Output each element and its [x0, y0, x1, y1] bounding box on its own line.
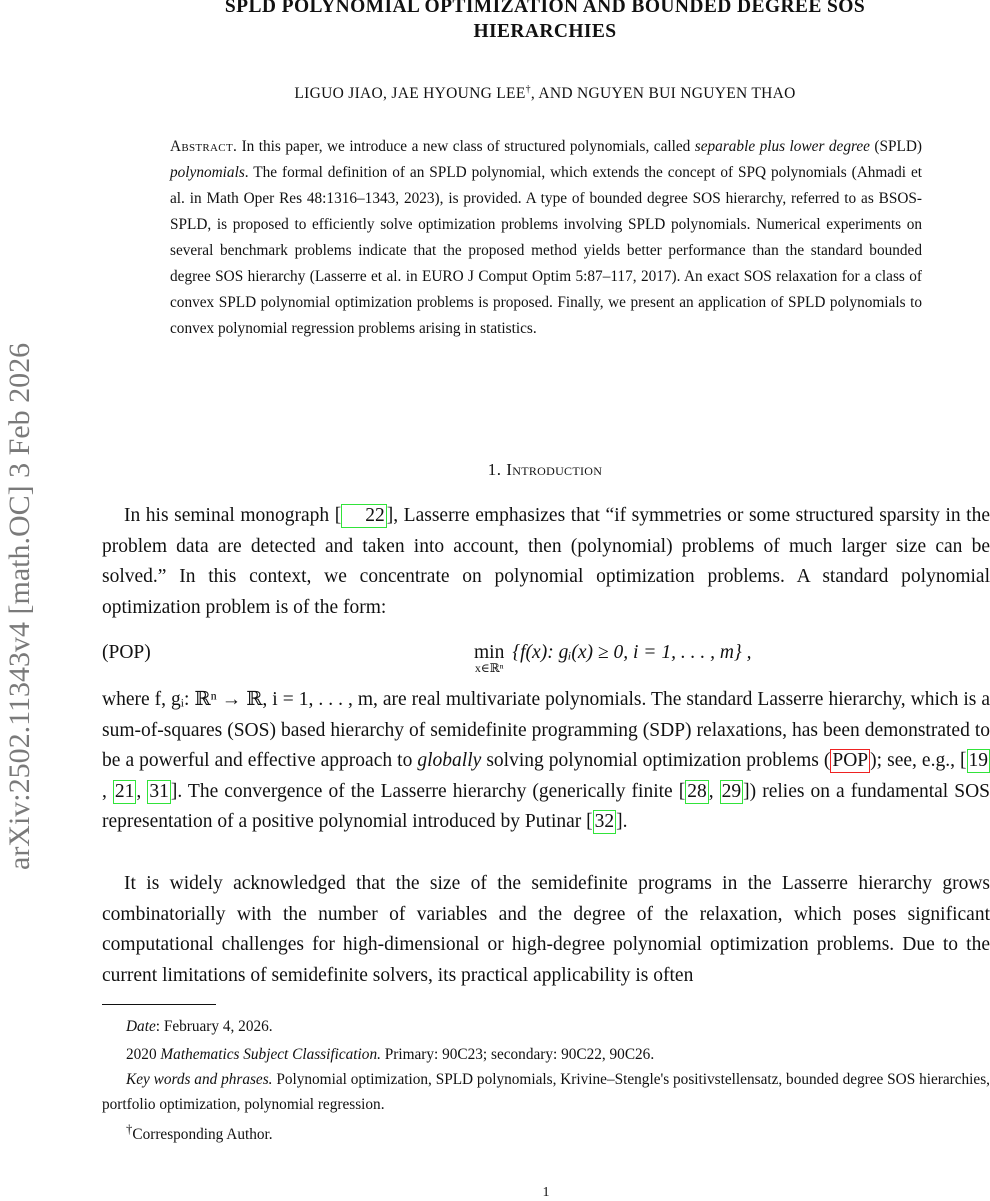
citation-separator: , — [102, 781, 113, 802]
footnote-keywords — [102, 1067, 990, 1117]
paragraph-2 — [102, 685, 990, 838]
paragraph-2-emphasis: globally — [417, 750, 481, 771]
equation-min-text: min — [474, 642, 504, 663]
section-heading — [100, 460, 990, 480]
paragraph-1-text-b: ], Lasserre emphasizes that “if symmetries or some structured sparsity in the problem data are detected and taken into account, then (polynomial) problems of much larger size can be solved.” In this context, we concentrate on polynomial optimization problems. A standard polynomial optimization problem is of the form: — [102, 505, 990, 618]
equation-label: (POP) — [102, 642, 151, 664]
citation-link-32[interactable]: 32 — [593, 810, 617, 834]
footnote-date — [102, 1014, 990, 1039]
author-dagger: † — [526, 84, 531, 95]
equation-link-pop[interactable]: POP — [830, 749, 870, 773]
page-number: 1 — [0, 1185, 990, 1201]
paper-title — [120, 0, 970, 44]
abstract — [170, 134, 922, 342]
equation-min-operator — [474, 642, 504, 674]
paragraph-1-text-a: In his seminal monograph [ — [124, 505, 341, 526]
abstract-emphasis-1: separable plus lower degree — [695, 138, 870, 155]
citation-link-19[interactable]: 19 — [967, 749, 990, 773]
footnote-corresponding — [102, 1117, 990, 1147]
paragraph-2-text-c: ); see, e.g., [ — [870, 750, 966, 771]
abstract-heading: Abstract. — [170, 138, 237, 155]
corresponding-dagger: † — [126, 1122, 132, 1136]
authors-rest: , AND NGUYEN BUI NGUYEN THAO — [531, 85, 796, 102]
arxiv-identifier: arXiv:2502.11343v4 [math.OC] 3 Feb 2026 — [0, 180, 40, 870]
equation-min-subscript: x∈ℝⁿ — [474, 662, 504, 674]
author-list — [120, 84, 970, 103]
keywords-value: Polynomial optimization, SPLD polynomials, Krivine–Stengle's positivstellensatz, bounded degree SOS hierarchies, portfolio optimization, polynomial regression. — [102, 1071, 990, 1113]
citation-separator: , — [136, 781, 147, 802]
citation-link-31[interactable]: 31 — [147, 780, 171, 804]
abstract-text-1: In this paper, we introduce a new class of structured polynomials, called — [237, 138, 695, 155]
msc-year: 2020 — [126, 1046, 160, 1063]
citation-link-28[interactable]: 28 — [685, 780, 709, 804]
abstract-text-3: . The formal definition of an SPLD polynomial, which extends the concept of SPQ polynomials (Ahmadi et al. in Math Oper Res 48:1316–1343, 2023), is provided. A type of bounded degree SOS hierarchy, referred to as BSOS-SPLD, is proposed to efficiently solve optimization problems involving SPLD polynomials. Numerical experiments on several benchmark problems indicate that the proposed method yields better performance than the standard bounded degree SOS hierarchy (Lasserre et al. in EURO J Comput Optim 5:87–117, 2017). An exact SOS relaxation for a class of convex SPLD polynomial optimization problems is proposed. Finally, we present an application of SPLD polynomials to convex polynomial regression problems arising in statistics. — [170, 164, 922, 337]
msc-label: Mathematics Subject Classification. — [160, 1046, 381, 1063]
keywords-label: Key words and phrases. — [126, 1071, 273, 1088]
paragraph-2-text-f: ]. — [616, 811, 627, 832]
equation-set: {f(x): gᵢ(x) ≥ 0, i = 1, . . . , m} , — [512, 642, 751, 663]
citation-separator: , — [709, 781, 720, 802]
title-line-2: HIERARCHIES — [473, 21, 616, 42]
footnote-msc — [102, 1042, 990, 1067]
corresponding-text: Corresponding Author. — [132, 1126, 272, 1143]
citation-link-21[interactable]: 21 — [113, 780, 137, 804]
section-title: Introduction — [506, 460, 602, 479]
abstract-text-2: (SPLD) — [870, 138, 922, 155]
paragraph-2-text-e: ]) relies on a fundamental SOS representation of a positive polynomial introduced by Putinar [ — [102, 781, 990, 833]
authors-first: LIGUO JIAO, JAE HYOUNG LEE — [294, 85, 525, 102]
footnotes — [102, 1014, 990, 1147]
citation-link-29[interactable]: 29 — [720, 780, 744, 804]
citation-link-22[interactable]: 22 — [341, 504, 387, 528]
section-number: 1. — [488, 460, 502, 479]
footnote-divider — [102, 1004, 216, 1005]
msc-value: Primary: 90C23; secondary: 90C22, 90C26. — [381, 1046, 654, 1063]
date-value: : February 4, 2026. — [156, 1018, 273, 1035]
paragraph-2-text-d: ]. The convergence of the Lasserre hierarchy (generically finite [ — [171, 781, 685, 802]
paragraph-1 — [102, 501, 990, 623]
date-label: Date — [126, 1018, 156, 1035]
abstract-emphasis-2: polynomials — [170, 164, 245, 181]
paragraph-2-text-a: where f, gᵢ: ℝⁿ → ℝ, i = 1, . . . , m, are real multivariate polynomials. The standard Lasserre hierarchy, which is a sum-of-squares (SOS) based hierarchy of semidefinite programming (SDP) relaxations, has been demonstrated to be a powerful and effective approach to — [102, 689, 990, 771]
equation-body — [474, 642, 751, 674]
paragraph-3: It is widely acknowledged that the size of the semidefinite programs in the Lasserre hierarchy grows combinatorially with the number of variables and the degree of the relaxation, which poses significant computational challenges for high-dimensional or high-degree polynomial optimization problems. Due to the current limitations of semidefinite solvers, its practical applicability is often — [102, 869, 990, 991]
paragraph-2-text-b: solving polynomial optimization problems ( — [481, 750, 830, 771]
pop-equation — [102, 640, 990, 680]
title-line-1: SPLD POLYNOMIAL OPTIMIZATION AND BOUNDED DEGREE SOS — [225, 0, 865, 17]
